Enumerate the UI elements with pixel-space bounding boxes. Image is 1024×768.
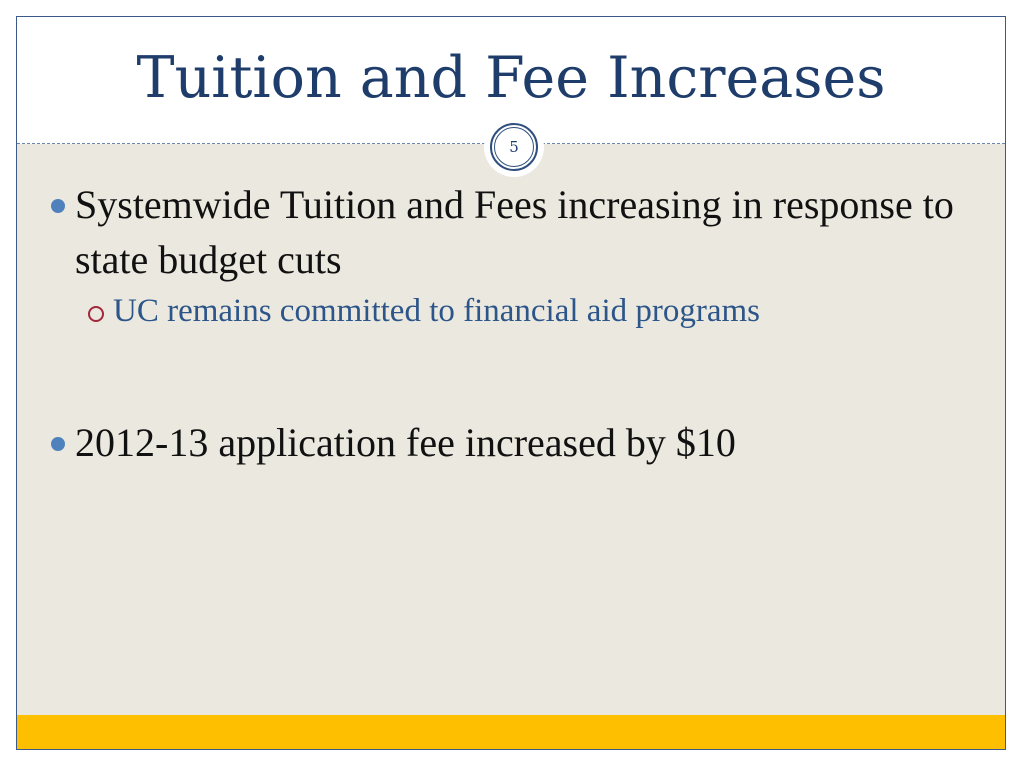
slide-content: [51, 177, 971, 470]
page-number: 5: [494, 127, 534, 167]
sub-bullet-item: [51, 289, 971, 333]
footer-bar: [17, 715, 1005, 749]
page-number-badge: [484, 117, 544, 177]
filled-circle-bullet-icon: [51, 437, 65, 451]
slide: [16, 16, 1006, 750]
slide-title: Tuition and Fee Increases: [136, 45, 886, 111]
sub-bullet-text: UC remains committed to financial aid programs: [113, 293, 760, 329]
bullet-text: Systemwide Tuition and Fees increasing in response to state budget cuts: [75, 182, 954, 282]
page-number-ring: [490, 123, 538, 171]
bullet-item: [51, 415, 971, 470]
filled-circle-bullet-icon: [51, 199, 65, 213]
bullet-text: 2012-13 application fee increased by $10: [75, 420, 736, 465]
hollow-circle-bullet-icon: [88, 306, 104, 322]
bullet-item: [51, 177, 971, 287]
